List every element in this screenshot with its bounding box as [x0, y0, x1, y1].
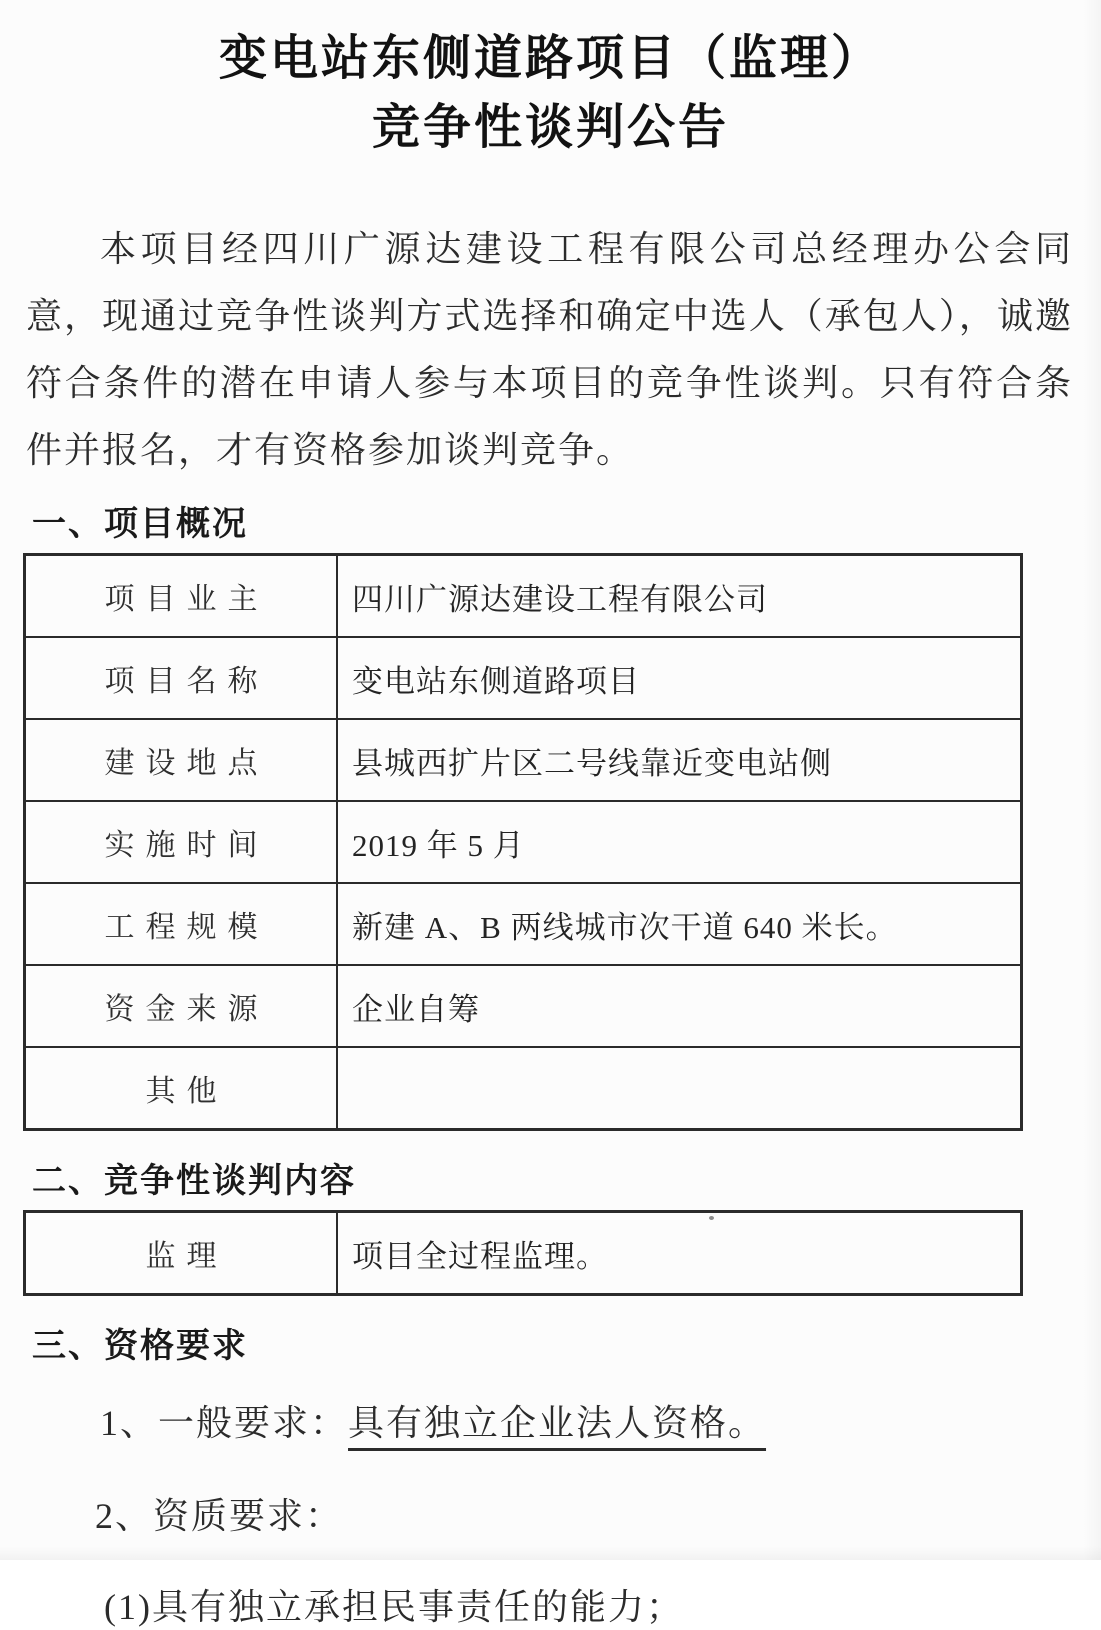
- table-row: [25, 965, 1022, 1047]
- table-row: [25, 555, 1022, 638]
- row-value: 四川广源达建设工程有限公司: [337, 555, 1022, 638]
- document-title: [0, 24, 1101, 162]
- table-row: [25, 1212, 1022, 1295]
- row-label: 监理: [25, 1212, 338, 1295]
- section-3-heading: 三、资格要求: [32, 1327, 248, 1365]
- qualification-item-1-underlined: 具有独立企业法人资格。: [348, 1403, 767, 1443]
- qualification-item-1-prefix: 1、一般要求：: [100, 1403, 349, 1443]
- scan-speckle: [709, 1216, 714, 1220]
- table-row: [25, 883, 1022, 965]
- row-label: 项目名称: [25, 637, 338, 719]
- section-2-heading: 二、竞争性谈判内容: [32, 1162, 356, 1200]
- row-label: 其他: [25, 1047, 338, 1130]
- negotiation-content-table: [23, 1210, 1023, 1296]
- intro-paragraph: 本项目经四川广源达建设工程有限公司总经理办公会同意，现通过竞争性谈判方式选择和确定中选人（承包人），诚邀符合条件的潜在申请人参与本项目的竞争性谈判。只有符合条件并报名，才有资格参加谈判竞争。: [26, 229, 1073, 470]
- row-value: 新建 A、B 两线城市次干道 640 米长。: [337, 883, 1022, 965]
- table-row: [25, 801, 1022, 883]
- table-row: [25, 719, 1022, 801]
- section-1-heading: 一、项目概况: [32, 505, 248, 543]
- row-label: 资金来源: [25, 965, 338, 1047]
- row-label: 实施时间: [25, 801, 338, 883]
- document-title-line2: 竞争性谈判公告: [371, 101, 729, 154]
- qualification-item-3: (1)具有独立承担民事责任的能力；: [104, 1587, 684, 1627]
- row-value: 县城西扩片区二号线靠近变电站侧: [337, 719, 1022, 801]
- row-value: [337, 1047, 1022, 1130]
- row-label: 建设地点: [25, 719, 338, 801]
- table-row: [25, 637, 1022, 719]
- row-value: 项目全过程监理。: [337, 1212, 1022, 1295]
- row-value: 企业自筹: [337, 965, 1022, 1047]
- project-overview-table: [23, 553, 1023, 1131]
- table-row: [25, 1047, 1022, 1130]
- row-label: 项目业主: [25, 555, 338, 638]
- qualification-item-2: 2、资质要求：: [95, 1496, 344, 1536]
- qualification-item-1: [100, 1395, 1101, 1446]
- document-title-line1: 变电站东侧道路项目（监理）: [218, 32, 882, 85]
- row-value: 变电站东侧道路项目: [337, 637, 1022, 719]
- row-label: 工程规模: [25, 883, 338, 965]
- row-value: 2019 年 5 月: [337, 801, 1022, 883]
